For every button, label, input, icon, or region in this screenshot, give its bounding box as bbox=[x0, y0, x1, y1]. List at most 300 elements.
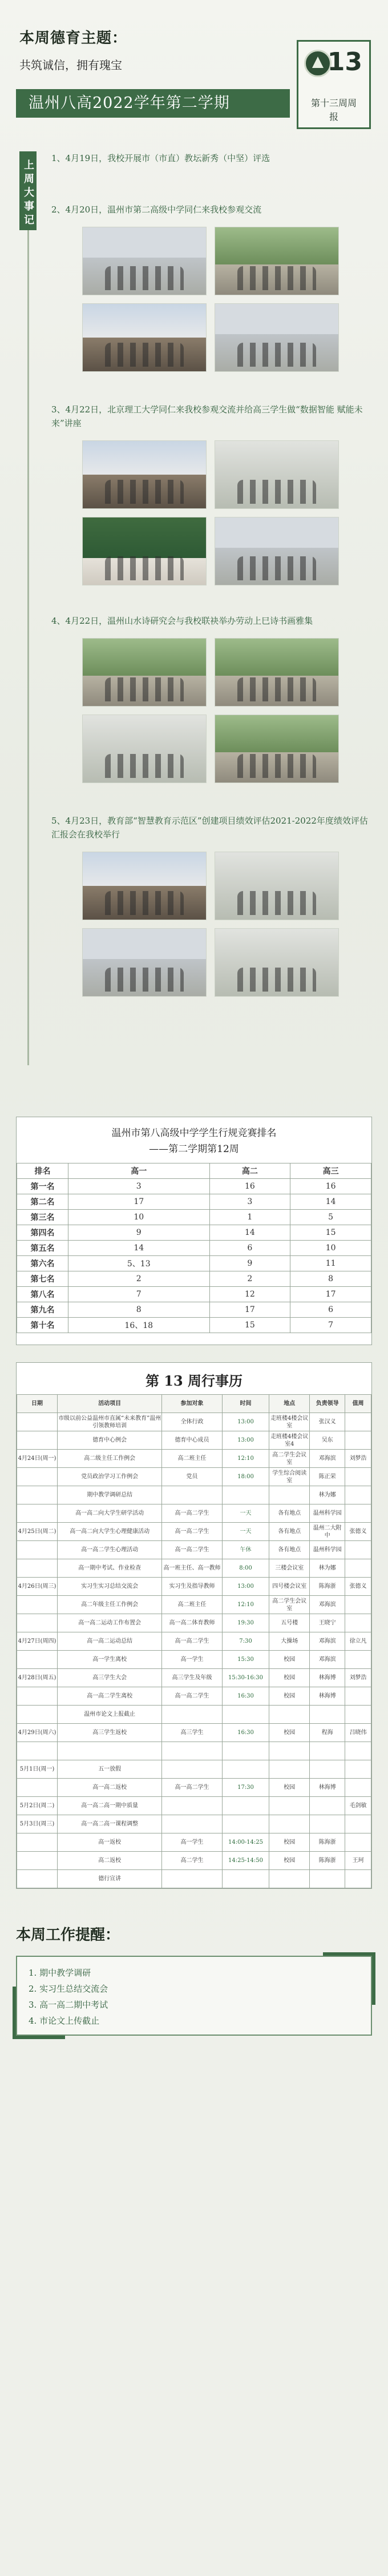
table-cell: 徐立凡 bbox=[345, 1632, 371, 1651]
table-cell bbox=[222, 1760, 269, 1779]
table-cell: 温州市论文上报截止 bbox=[58, 1706, 162, 1724]
table-cell: 党员 bbox=[162, 1468, 222, 1486]
table-cell: 9 bbox=[68, 1225, 210, 1241]
table-cell: 9 bbox=[209, 1256, 290, 1271]
table-cell: 学生综合阅读室 bbox=[269, 1468, 310, 1486]
table-cell bbox=[222, 1486, 269, 1504]
ranking-table bbox=[17, 1163, 371, 1333]
theme-title: 本周德育主题： bbox=[19, 30, 128, 47]
table-cell: 校园 bbox=[269, 1833, 310, 1852]
table-cell: 一天 bbox=[222, 1523, 269, 1541]
bulletin-header bbox=[0, 0, 388, 140]
table-row bbox=[17, 1486, 371, 1504]
table-cell: 校园 bbox=[269, 1852, 310, 1870]
table-cell: 8 bbox=[68, 1302, 210, 1318]
event-photo bbox=[215, 440, 339, 509]
column-header: 高一 bbox=[68, 1163, 210, 1179]
table-cell: 14 bbox=[68, 1241, 210, 1256]
event-photo bbox=[82, 303, 207, 372]
event-text: 1、4月19日，我校开展市（市直）教坛新秀（中坚）评选 bbox=[51, 153, 270, 163]
table-cell: 张汉义 bbox=[310, 1413, 345, 1431]
event-photo bbox=[82, 227, 207, 295]
table-cell: 高一高二返校 bbox=[58, 1779, 162, 1797]
table-cell: 5 bbox=[290, 1210, 371, 1225]
table-cell: 林海博 bbox=[310, 1779, 345, 1797]
table-cell: 一天 bbox=[222, 1504, 269, 1523]
event-photo bbox=[82, 638, 207, 707]
table-cell: 各有地点 bbox=[269, 1541, 310, 1559]
issue-box bbox=[297, 40, 371, 129]
table-cell: 第二名 bbox=[17, 1194, 68, 1210]
event-photo bbox=[215, 303, 339, 372]
table-cell bbox=[17, 1431, 58, 1450]
table-cell bbox=[162, 1742, 222, 1760]
table-cell: 2 bbox=[68, 1271, 210, 1287]
column-header: 高二 bbox=[209, 1163, 290, 1179]
table-cell: 3 bbox=[68, 1179, 210, 1194]
tasks-section bbox=[16, 1923, 372, 2036]
table-cell: 高一高二学生 bbox=[162, 1523, 222, 1541]
table-cell bbox=[345, 1706, 371, 1724]
table-cell: 德育中心例会 bbox=[58, 1431, 162, 1450]
table-cell bbox=[310, 1815, 345, 1833]
table-row bbox=[17, 1870, 371, 1888]
table-cell: 市级以前公益温州市直属“未来教育”温州引领教师培训 bbox=[58, 1413, 162, 1431]
table-cell bbox=[345, 1651, 371, 1669]
table-cell: 5月1日(周一) bbox=[17, 1760, 58, 1779]
table-cell: 高二年级主任工作例会 bbox=[58, 1596, 162, 1614]
column-header: 时间 bbox=[222, 1395, 269, 1413]
table-cell bbox=[162, 1815, 222, 1833]
table-cell bbox=[17, 1486, 58, 1504]
table-cell: 第一名 bbox=[17, 1179, 68, 1194]
table-cell: 高一期中考试、作业检查 bbox=[58, 1559, 162, 1578]
table-cell: 15 bbox=[290, 1225, 371, 1241]
table-cell bbox=[17, 1651, 58, 1669]
event-photo bbox=[82, 852, 207, 920]
table-cell: 高二学生 bbox=[162, 1852, 222, 1870]
table-row bbox=[17, 1815, 371, 1833]
table-cell bbox=[17, 1614, 58, 1632]
table-cell: 8:00 bbox=[222, 1559, 269, 1578]
table-cell: 第四名 bbox=[17, 1225, 68, 1241]
calendar-table bbox=[17, 1394, 371, 1888]
table-cell: 高一高二高一期中质量 bbox=[58, 1797, 162, 1815]
table-cell: 12:10 bbox=[222, 1450, 269, 1468]
table-cell: 16、18 bbox=[68, 1318, 210, 1333]
table-cell: 高二班主任 bbox=[162, 1450, 222, 1468]
table-cell: 16 bbox=[209, 1179, 290, 1194]
table-row bbox=[17, 1614, 371, 1632]
ranking-panel bbox=[16, 1117, 372, 1345]
table-cell: 陈海浙 bbox=[310, 1833, 345, 1852]
table-row bbox=[17, 1651, 371, 1669]
table-cell: 10 bbox=[68, 1210, 210, 1225]
weekly-calendar bbox=[16, 1362, 372, 1889]
table-cell: 高一学生 bbox=[162, 1651, 222, 1669]
table-cell: 15 bbox=[209, 1318, 290, 1333]
table-cell bbox=[162, 1706, 222, 1724]
table-cell: 17:30 bbox=[222, 1779, 269, 1797]
table-cell: 党员政治学习工作例会 bbox=[58, 1468, 162, 1486]
table-cell: 17 bbox=[290, 1287, 371, 1302]
table-cell bbox=[345, 1870, 371, 1888]
table-cell bbox=[222, 1797, 269, 1815]
table-row bbox=[17, 1302, 371, 1318]
table-cell: 高一高二高一课程调整 bbox=[58, 1815, 162, 1833]
event-item bbox=[51, 403, 371, 585]
table-cell: 各有地点 bbox=[269, 1523, 310, 1541]
table-cell bbox=[345, 1779, 371, 1797]
table-cell: 11 bbox=[290, 1256, 371, 1271]
table-cell: 4月27日(周四) bbox=[17, 1632, 58, 1651]
table-cell bbox=[17, 1833, 58, 1852]
event-photo bbox=[82, 928, 207, 997]
table-header-row bbox=[17, 1163, 371, 1179]
table-cell: 实习生实习总结交流会 bbox=[58, 1578, 162, 1596]
table-cell: 15:30 bbox=[222, 1651, 269, 1669]
table-cell: 四号楼会议室 bbox=[269, 1578, 310, 1596]
table-row bbox=[17, 1271, 371, 1287]
column-header: 地点 bbox=[269, 1395, 310, 1413]
table-row bbox=[17, 1559, 371, 1578]
table-cell bbox=[269, 1870, 310, 1888]
table-cell: 19:30 bbox=[222, 1614, 269, 1632]
table-cell: 7 bbox=[68, 1287, 210, 1302]
table-cell bbox=[269, 1742, 310, 1760]
table-row bbox=[17, 1287, 371, 1302]
table-cell: 林为娜 bbox=[310, 1559, 345, 1578]
event-item bbox=[51, 814, 371, 997]
table-cell bbox=[310, 1742, 345, 1760]
table-cell bbox=[17, 1468, 58, 1486]
table-cell bbox=[162, 1797, 222, 1815]
timeline-line bbox=[27, 230, 29, 1065]
table-row bbox=[17, 1852, 371, 1870]
table-row bbox=[17, 1541, 371, 1559]
table-cell: 高三学生返校 bbox=[58, 1724, 162, 1742]
table-cell: 高一学生离校 bbox=[58, 1651, 162, 1669]
table-cell bbox=[269, 1760, 310, 1779]
table-row bbox=[17, 1669, 371, 1687]
table-cell bbox=[345, 1596, 371, 1614]
event-photo bbox=[215, 852, 339, 920]
ranking-subtitle: ——第二学期第12周 bbox=[149, 1143, 239, 1155]
table-cell bbox=[310, 1706, 345, 1724]
table-row bbox=[17, 1468, 371, 1486]
table-cell: 高一高二运动总结 bbox=[58, 1632, 162, 1651]
table-cell: 五一放假 bbox=[58, 1760, 162, 1779]
table-row bbox=[17, 1504, 371, 1523]
table-cell: 程海 bbox=[310, 1724, 345, 1742]
table-cell bbox=[222, 1742, 269, 1760]
table-cell: 15:30-16:30 bbox=[222, 1669, 269, 1687]
table-row bbox=[17, 1760, 371, 1779]
event-item bbox=[51, 203, 371, 372]
event-item bbox=[51, 151, 371, 165]
event-text: 2、4月20日，温州市第二高级中学同仁来我校参观交流 bbox=[51, 204, 262, 215]
table-row bbox=[17, 1742, 371, 1760]
column-header: 活动项目 bbox=[58, 1395, 162, 1413]
table-cell: 5月2日(周二) bbox=[17, 1797, 58, 1815]
table-cell: 14:00-14:25 bbox=[222, 1833, 269, 1852]
table-cell bbox=[345, 1760, 371, 1779]
table-cell bbox=[162, 1760, 222, 1779]
table-cell bbox=[345, 1413, 371, 1431]
event-photo bbox=[82, 517, 207, 585]
table-cell: 德育中心成员 bbox=[162, 1431, 222, 1450]
table-row bbox=[17, 1431, 371, 1450]
table-cell: 王珂 bbox=[345, 1852, 371, 1870]
table-row bbox=[17, 1632, 371, 1651]
table-cell: 邓海滨 bbox=[310, 1632, 345, 1651]
table-cell: 18:00 bbox=[222, 1468, 269, 1486]
event-photo bbox=[82, 715, 207, 783]
table-cell: 高一高二体育教师 bbox=[162, 1614, 222, 1632]
table-cell: 午休 bbox=[222, 1541, 269, 1559]
table-cell: 校园 bbox=[269, 1779, 310, 1797]
table-cell: 5月3日(周三) bbox=[17, 1815, 58, 1833]
theme-text: 共筑诚信，拥有瑰宝 bbox=[19, 58, 122, 72]
table-cell: 7:30 bbox=[222, 1632, 269, 1651]
table-cell: 各有地点 bbox=[269, 1504, 310, 1523]
table-cell: 16:30 bbox=[222, 1724, 269, 1742]
table-cell: 8 bbox=[290, 1271, 371, 1287]
table-row bbox=[17, 1225, 371, 1241]
table-cell: 第八名 bbox=[17, 1287, 68, 1302]
table-cell bbox=[222, 1815, 269, 1833]
table-cell bbox=[345, 1504, 371, 1523]
table-cell: 王晓宁 bbox=[310, 1614, 345, 1632]
table-row bbox=[17, 1578, 371, 1596]
table-cell: 高一学生 bbox=[162, 1833, 222, 1852]
table-cell: 4月24日(周一) bbox=[17, 1450, 58, 1468]
event-photo bbox=[215, 715, 339, 783]
table-cell: 16:30 bbox=[222, 1687, 269, 1706]
table-cell: 高一班主任、高一教师 bbox=[162, 1559, 222, 1578]
table-cell: 高一高二向大学生心理健康活动 bbox=[58, 1523, 162, 1541]
table-row bbox=[17, 1687, 371, 1706]
event-text: 3、4月22日，北京理工大学同仁来我校参观交流并给高三学生做“数据智能 赋能未来”讲座 bbox=[51, 404, 363, 428]
event-text: 5、4月23日，教育部“智慧教育示范区”创建项目绩效评估2021-2022年度绩效评估汇报会在我校举行 bbox=[51, 816, 368, 840]
table-cell: 全体行政 bbox=[162, 1413, 222, 1431]
table-cell: 高二学生会议室 bbox=[269, 1450, 310, 1468]
table-row bbox=[17, 1210, 371, 1225]
table-row bbox=[17, 1256, 371, 1271]
table-cell bbox=[345, 1833, 371, 1852]
event-photo bbox=[215, 638, 339, 707]
table-cell: 17 bbox=[68, 1194, 210, 1210]
table-cell bbox=[345, 1815, 371, 1833]
table-cell: 高一高二学生 bbox=[162, 1541, 222, 1559]
event-photos bbox=[82, 440, 339, 585]
table-header-row bbox=[17, 1395, 371, 1413]
task-item: 3. 高一高二期中考试 bbox=[29, 2000, 108, 2010]
table-cell: 刘梦浩 bbox=[345, 1450, 371, 1468]
table-cell: 高一返校 bbox=[58, 1833, 162, 1852]
ranking-title: 温州市第八高级中学学生行规竞赛排名 bbox=[111, 1127, 277, 1139]
table-cell: 高一高二学生 bbox=[162, 1779, 222, 1797]
table-row bbox=[17, 1241, 371, 1256]
table-cell bbox=[310, 1760, 345, 1779]
table-cell: 校园 bbox=[269, 1669, 310, 1687]
issue-number: 13 bbox=[327, 47, 362, 77]
table-cell: 校园 bbox=[269, 1651, 310, 1669]
table-row bbox=[17, 1779, 371, 1797]
table-row bbox=[17, 1450, 371, 1468]
table-cell: 12 bbox=[209, 1287, 290, 1302]
table-cell: 13:00 bbox=[222, 1431, 269, 1450]
table-cell bbox=[345, 1687, 371, 1706]
table-cell: 陈正荣 bbox=[310, 1468, 345, 1486]
event-photo bbox=[215, 517, 339, 585]
event-photo bbox=[215, 928, 339, 997]
tasks-box bbox=[16, 1956, 372, 2036]
table-cell: 邓海滨 bbox=[310, 1651, 345, 1669]
table-cell: 14 bbox=[290, 1194, 371, 1210]
table-cell: 7 bbox=[290, 1318, 371, 1333]
table-cell: 13:00 bbox=[222, 1578, 269, 1596]
table-cell bbox=[345, 1614, 371, 1632]
table-cell: 高二返校 bbox=[58, 1852, 162, 1870]
table-cell bbox=[17, 1541, 58, 1559]
table-row bbox=[17, 1318, 371, 1333]
table-cell: 温州科学园 bbox=[310, 1504, 345, 1523]
table-cell: 高一高二向大学生研学活动 bbox=[58, 1504, 162, 1523]
table-cell bbox=[17, 1870, 58, 1888]
table-cell: 10 bbox=[290, 1241, 371, 1256]
table-cell: 6 bbox=[209, 1241, 290, 1256]
table-row bbox=[17, 1413, 371, 1431]
table-cell: 刘梦浩 bbox=[345, 1669, 371, 1687]
table-cell: 实习生及指导教师 bbox=[162, 1578, 222, 1596]
table-cell: 五号楼 bbox=[269, 1614, 310, 1632]
table-cell bbox=[17, 1852, 58, 1870]
event-item bbox=[51, 614, 371, 783]
table-cell: 高一高二学生 bbox=[162, 1687, 222, 1706]
table-cell: 邓海滨 bbox=[310, 1450, 345, 1468]
table-cell: 2 bbox=[209, 1271, 290, 1287]
table-cell bbox=[17, 1779, 58, 1797]
task-item: 4. 市论文上传截止 bbox=[29, 2016, 100, 2026]
table-cell: 第九名 bbox=[17, 1302, 68, 1318]
table-cell: 林海博 bbox=[310, 1669, 345, 1687]
table-row bbox=[17, 1596, 371, 1614]
table-cell: 高一高二学生 bbox=[162, 1504, 222, 1523]
table-cell: 16 bbox=[290, 1179, 371, 1194]
table-cell bbox=[345, 1559, 371, 1578]
table-cell bbox=[269, 1706, 310, 1724]
table-cell bbox=[162, 1486, 222, 1504]
column-header: 排名 bbox=[17, 1163, 68, 1179]
table-cell bbox=[58, 1742, 162, 1760]
event-photo bbox=[215, 227, 339, 295]
table-cell: 高三学生及年级 bbox=[162, 1669, 222, 1687]
table-cell: 林为娜 bbox=[310, 1486, 345, 1504]
section-tag: 上周大事记 bbox=[19, 151, 37, 230]
table-cell: 温州二大附中 bbox=[310, 1523, 345, 1541]
table-cell: 陈海浙 bbox=[310, 1852, 345, 1870]
table-cell bbox=[345, 1431, 371, 1450]
table-cell: 第三名 bbox=[17, 1210, 68, 1225]
column-header: 值周 bbox=[345, 1395, 371, 1413]
table-row bbox=[17, 1179, 371, 1194]
table-cell bbox=[345, 1468, 371, 1486]
table-cell: 3 bbox=[209, 1194, 290, 1210]
table-cell: 高一高二学生 bbox=[162, 1632, 222, 1651]
event-text: 4、4月22日，温州山水诗研究会与我校联袂举办劳动上巳诗书画雅集 bbox=[51, 616, 313, 626]
table-cell: 陈海浙 bbox=[310, 1578, 345, 1596]
column-header: 参加对象 bbox=[162, 1395, 222, 1413]
table-row bbox=[17, 1797, 371, 1815]
bulletin-title: 温州八高2022学年第二学期 bbox=[16, 89, 290, 118]
table-cell bbox=[17, 1413, 58, 1431]
table-cell: 14:25-14:50 bbox=[222, 1852, 269, 1870]
table-cell bbox=[269, 1797, 310, 1815]
table-cell: 高一高二学生离校 bbox=[58, 1687, 162, 1706]
table-cell bbox=[17, 1742, 58, 1760]
table-cell: 第五名 bbox=[17, 1241, 68, 1256]
table-cell bbox=[345, 1486, 371, 1504]
table-cell: 温州科学园 bbox=[310, 1541, 345, 1559]
table-row bbox=[17, 1706, 371, 1724]
table-cell bbox=[17, 1706, 58, 1724]
table-cell: 4月25日(周二) bbox=[17, 1523, 58, 1541]
table-cell bbox=[310, 1797, 345, 1815]
table-cell: 走班楼4楼会议室 bbox=[269, 1413, 310, 1431]
table-cell: 德行宣讲 bbox=[58, 1870, 162, 1888]
table-cell bbox=[345, 1541, 371, 1559]
table-cell bbox=[17, 1559, 58, 1578]
table-cell: 张德义 bbox=[345, 1578, 371, 1596]
table-row bbox=[17, 1194, 371, 1210]
table-cell: 4月28日(周五) bbox=[17, 1669, 58, 1687]
table-cell: 高三学生 bbox=[162, 1724, 222, 1742]
table-cell: 大操场 bbox=[269, 1632, 310, 1651]
table-cell: 高二级主任工作例会 bbox=[58, 1450, 162, 1468]
table-cell: 毛剑敏 bbox=[345, 1797, 371, 1815]
table-cell: 高二学生会议室 bbox=[269, 1596, 310, 1614]
table-cell: 期中教学调研总结 bbox=[58, 1486, 162, 1504]
table-cell: 12:10 bbox=[222, 1596, 269, 1614]
table-cell bbox=[222, 1706, 269, 1724]
table-cell: 吕晓伟 bbox=[345, 1724, 371, 1742]
table-cell: 林海博 bbox=[310, 1687, 345, 1706]
table-cell bbox=[269, 1486, 310, 1504]
table-cell: 高一高二运动工作布置会 bbox=[58, 1614, 162, 1632]
event-photos bbox=[82, 638, 339, 783]
table-cell: 第六名 bbox=[17, 1256, 68, 1271]
column-header: 高三 bbox=[290, 1163, 371, 1179]
event-photos bbox=[82, 852, 339, 997]
event-photo bbox=[82, 440, 207, 509]
table-cell: 高三学生大会 bbox=[58, 1669, 162, 1687]
table-cell bbox=[162, 1870, 222, 1888]
table-cell: 第十名 bbox=[17, 1318, 68, 1333]
table-cell bbox=[310, 1870, 345, 1888]
table-cell: 13:00 bbox=[222, 1413, 269, 1431]
calendar-title: 第 13 周行事历 bbox=[145, 1373, 243, 1389]
table-row bbox=[17, 1724, 371, 1742]
table-cell: 1 bbox=[209, 1210, 290, 1225]
table-cell: 5、13 bbox=[68, 1256, 210, 1271]
table-row bbox=[17, 1523, 371, 1541]
table-cell bbox=[222, 1870, 269, 1888]
table-cell: 17 bbox=[209, 1302, 290, 1318]
table-cell: 邓海滨 bbox=[310, 1596, 345, 1614]
table-cell: 三楼会议室 bbox=[269, 1559, 310, 1578]
table-cell: 第七名 bbox=[17, 1271, 68, 1287]
